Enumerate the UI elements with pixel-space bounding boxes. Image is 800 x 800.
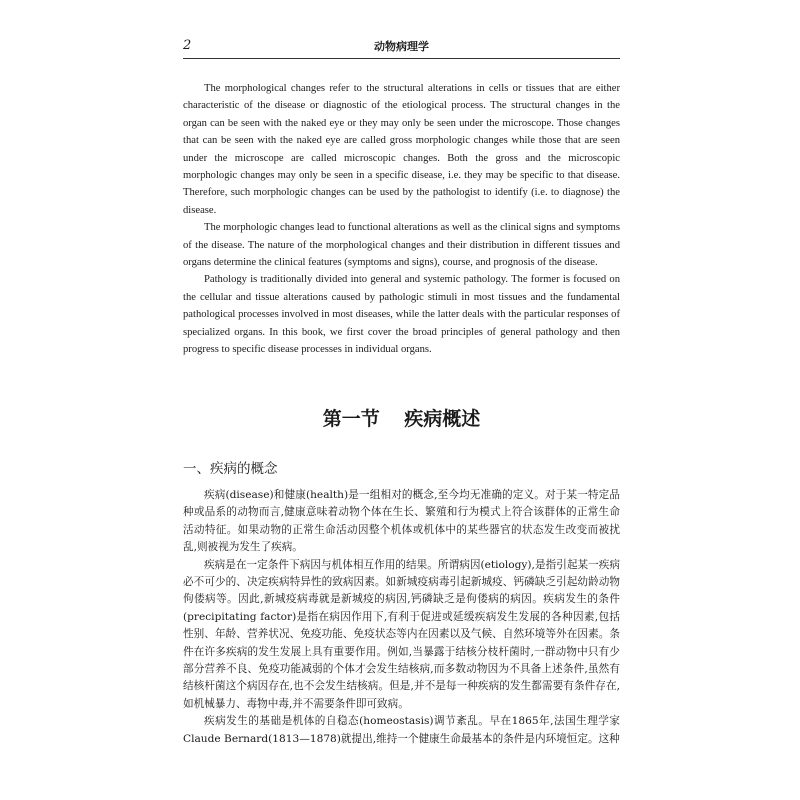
subsection-title: 一、疾病的概念 xyxy=(183,461,278,477)
running-title: 动物病理学 xyxy=(374,40,429,53)
section-title: 第一节 疾病概述 xyxy=(322,408,481,430)
chinese-paragraph: 疾病发生的基础是机体的自稳态(homeostasis)调节紊乱。早在1865年,法国生理学家Claude Bernard(1813—1878)就提出,维持一个健康生命最基本的条件是内环境恒定。这种 xyxy=(183,715,620,745)
page-number: 2 xyxy=(183,38,192,53)
english-text-block xyxy=(183,80,620,359)
header-rule xyxy=(183,58,620,59)
english-paragraph: The morphological changes refer to the structural alterations in cells or tissues that are either characteristic of the disease or diagnostic of the etiological process. The structural changes in the organ can be seen with the naked eye or they may only be seen under the microscope. Those changes that can be seen with the naked eye are called gross morphologic changes while those that are seen under the microscope are called microscopic changes. Both the gross and the microscopic morphologic changes may only be seen in a specific disease, i.e. they may be specific to that disease. Therefore, such morphologic changes can be used by the pathologist to identify (i.e. to diagnose) the disease. xyxy=(183,83,620,216)
english-paragraph: Pathology is traditionally divided into general and systemic pathology. The former is focused on the cellular and tissue alterations caused by pathologic stimuli in most tissues and the fundamental pathological processes involved in most diseases, while the latter deals with the particular responses of specialized organs. In this book, we first cover the broad principles of general pathology and then progress to specific disease processes in individual organs. xyxy=(183,274,620,356)
chinese-paragraph: 疾病是在一定条件下病因与机体相互作用的结果。所谓病因(etiology),是指引起某一疾病必不可少的、决定疾病特异性的致病因素。如新城疫病毒引起新城疫、钙磷缺乏引起幼龄动物佝偻病等。因此,新城疫病毒就是新城疫的病因,钙磷缺乏是佝偻病的病因。疾病发生的条件(precipitating factor)是指在病因作用下,有利于促进或延缓疾病发生发展的各种因素,包括性别、年龄、营养状况、免疫功能、免疫状态等内在因素以及气候、自然环境等外在因素。条件在许多疾病的发生发展上具有重要作用。例如,当暴露于结核分枝杆菌时,一群动物中只有少部分营养不良、免疫功能减弱的个体才会发生结核病,而多数动物因为不具备上述条件,虽然有结核杆菌这个病因存在,也不会发生结核病。但是,并不是每一种疾病的发生都需要有条件存在,如机械暴力、毒物中毒,并不需要条件即可致病。 xyxy=(183,558,620,710)
english-paragraph: The morphologic changes lead to functional alterations as well as the clinical signs and symptoms of the disease. The nature of the morphological changes and their distribution in different tissues and organs determine the clinical features (symptoms and signs), course, and prognosis of the disease. xyxy=(183,222,620,269)
running-header xyxy=(183,36,620,56)
chinese-text-block xyxy=(183,487,620,748)
chinese-paragraph: 疾病(disease)和健康(health)是一组相对的概念,至今均无准确的定义。对于某一特定品种或品系的动物而言,健康意味着动物个体在生长、繁殖和行为模式上符合该群体的正常生命活动特征。如果动物的正常生命活动因整个机体或机体中的某些器官的状态发生改变而被扰乱,则被视为发生了疾病。 xyxy=(183,489,620,554)
